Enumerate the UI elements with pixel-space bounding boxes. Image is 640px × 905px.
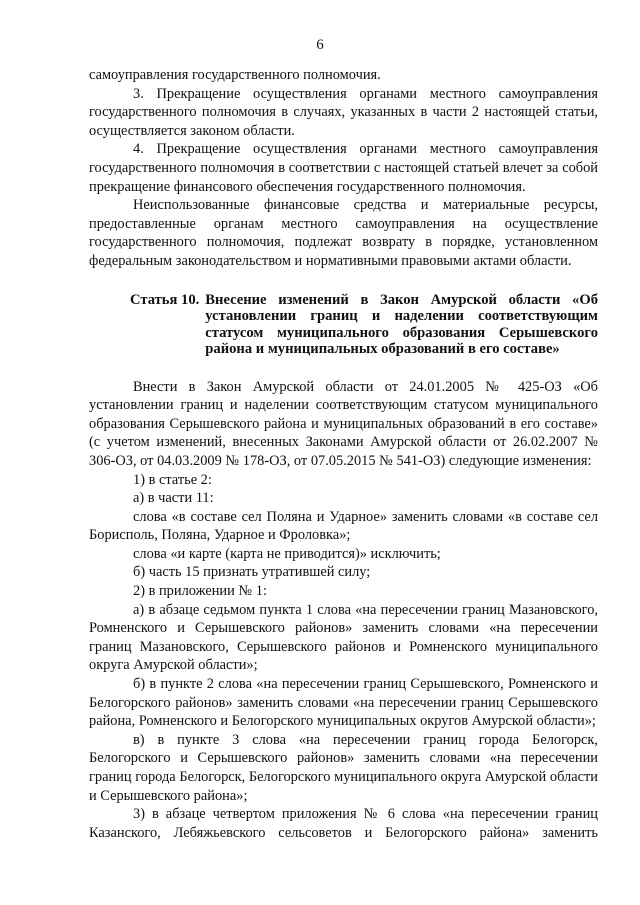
list-item: 2) в приложении № 1:: [133, 583, 267, 600]
list-item: в) в пункте 3 слова «на пересечении границ города Белогорск, Белогорского и Серышевского районов» заменить словами «на пересечении границ города Белогорск, Белогорского муниципального округа Амурской области и Серышевского района»;: [89, 731, 598, 804]
list-item: а) в абзаце седьмом пункта 1 слова «на пересечении границ Мазановского, Ромненского и Серышевского районов» заменить словами «на пересечении границ Мазановского, Серышевского районов и Ромненского муниципального округа Амурской области»;: [89, 601, 598, 674]
article-number: Статья 10.: [130, 291, 200, 308]
list-item: 1) в статье 2:: [133, 471, 212, 488]
document-body: [89, 66, 598, 842]
list-item: б) в пункте 2 слова «на пересечении границ Серышевского, Ромненского и Белогорского районов» заменить словами «на пересечении границ Серышевского района, Ромненского и Белогорского муниципальных округов Амурской области»;: [89, 676, 598, 730]
article-heading: [89, 292, 598, 358]
article-title: Внесение изменений в Закон Амурской области «Об установлении границ и наделении соответствующим статусом муниципального образования Серышевского района и муниципальных образований в его составе»: [205, 291, 598, 358]
paragraph: 4. Прекращение осуществления органами местного самоуправления государственного полномочия в соответствии с настоящей статьей влечет за собой прекращение финансового обеспечения государственного полномочия.: [89, 141, 598, 195]
paragraph: Внести в Закон Амурской области от 24.01.2005 № 425-ОЗ «Об установлении границ и наделении соответствующим статусом муниципального образования Серышевского района и муниципальных образований в его составе» (с учетом изменений, внесенных Законами Амурской области от 26.02.2007 № 306-ОЗ, от 04.03.2009 № 178-ОЗ, от 07.05.2015 № 541-ОЗ) следующие изменения:: [89, 378, 598, 469]
paragraph: 3. Прекращение осуществления органами местного самоуправления государственного полномочия в случаях, указанных в части 2 настоящей статьи, осуществляется законом области.: [89, 85, 598, 139]
paragraph: самоуправления государственного полномочия.: [89, 67, 381, 83]
list-item: а) в части 11:: [133, 490, 214, 507]
list-item: слова «в составе сел Поляна и Ударное» заменить словами «в составе сел Борисполь, Поляна, Ударное и Фроловка»;: [89, 508, 598, 544]
paragraph: Неиспользованные финансовые средства и материальные ресурсы, предоставленные органам местного самоуправления на осуществление государственного полномочия, подлежат возврату в порядке, установленном федеральным законодательством и нормативными правовыми актами области.: [89, 197, 598, 269]
list-item: б) часть 15 признать утратившей силу;: [133, 564, 371, 581]
page-number: 6: [316, 37, 324, 53]
list-item: слова «и карте (карта не приводится)» исключить;: [133, 545, 441, 562]
list-item: 3) в абзаце четвертом приложения № 6 слова «на пересечении границ Казанского, Лебяжьевского сельсоветов и Белогорского района» заменить: [89, 806, 598, 841]
